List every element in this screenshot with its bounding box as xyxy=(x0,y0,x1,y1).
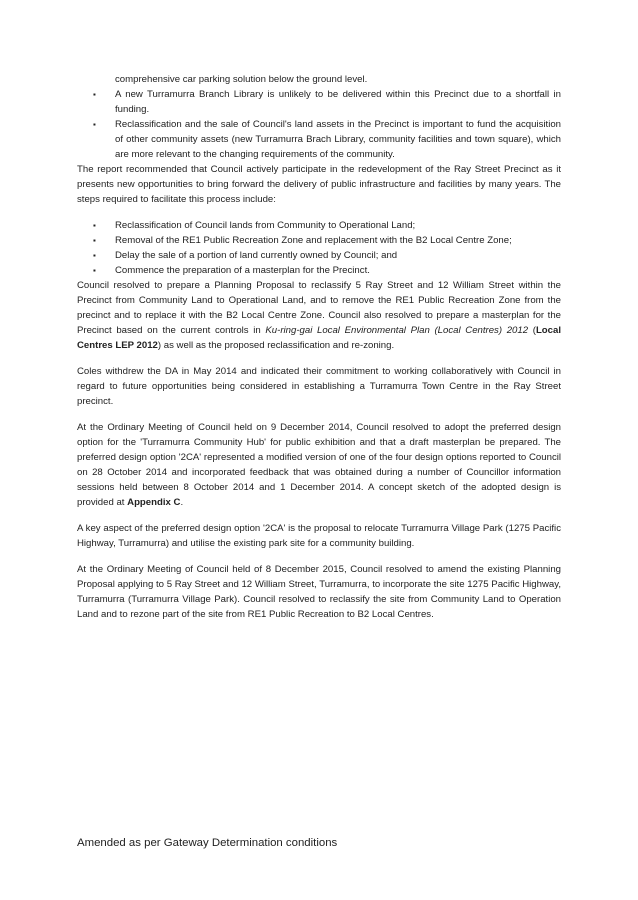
intro-continuation: comprehensive car parking solution below the ground level. xyxy=(115,74,368,85)
paragraph-resolved-part2: ( xyxy=(528,325,536,336)
lep-title-italic: Ku-ring-gai Local Environmental Plan (Local Centres) 2012 xyxy=(265,325,529,336)
list-item xyxy=(77,233,561,248)
list-item-text: Commence the preparation of a masterplan for the Precinct. xyxy=(115,265,370,276)
paragraph-resolved-part3: ) as well as the proposed reclassification and re-zoning. xyxy=(157,340,395,351)
bullet-list-steps xyxy=(77,218,561,278)
list-item-text: Delay the sale of a portion of land currently owned by Council; and xyxy=(115,250,398,261)
appendix-reference: Appendix C xyxy=(127,497,181,508)
list-item-text: Reclassification and the sale of Council's land assets in the Precinct is important to fund the acquisition of other community assets (new Turramurra Brach Library, community facilities and town square), which are more relevant to the changing requirements of the community. xyxy=(115,119,561,160)
list-item-text: Removal of the RE1 Public Recreation Zone and replacement with the B2 Local Centre Zone; xyxy=(115,235,512,246)
paragraph-coles: Coles withdrew the DA in May 2014 and indicated their commitment to working collaboratively with Council in regard to future opportunities being considered in establishing a Turramurra Town Centre in the Ray Street precinct. xyxy=(77,366,561,407)
list-item xyxy=(77,117,561,162)
paragraph-meeting-2015: At the Ordinary Meeting of Council held of 8 December 2015, Council resolved to amend the existing Planning Proposal applying to 5 Ray Street and 12 William Street, Turramurra, to incorporate the site 1275 Pacific Highway, Turramurra (Turramurra Village Park). Council resolved to reclassify the site from Community Land to Operation Land and to rezone part of the site from RE1 Public Recreation to B2 Local Centres. xyxy=(77,564,561,620)
page-footer: Amended as per Gateway Determination conditions xyxy=(77,837,338,849)
paragraph-resolved-part1: Council resolved to prepare a Planning Proposal to reclassify 5 Ray Street and 12 William Street within the Precinct from Community Land to Operational Land, and to remove the RE1 Public Recreation Zone from the precinct and to replace it with the B2 Local Centre Zone. Council also resolved to prepare a masterplan for the Precinct based on the current controls in xyxy=(77,280,561,336)
bullet-icon: ▪ xyxy=(93,266,96,275)
bullet-icon: ▪ xyxy=(93,90,96,99)
list-item xyxy=(77,87,561,117)
paragraph-key-aspect: A key aspect of the preferred design option '2CA' is the proposal to relocate Turramurra Village Park (1275 Pacific Highway, Turramurra) and utilise the existing park site for a community building. xyxy=(77,523,561,549)
document-body xyxy=(77,72,561,633)
bullet-list-top xyxy=(77,87,561,162)
bullet-icon: ▪ xyxy=(93,120,96,129)
paragraph-meeting-2014 xyxy=(77,420,561,510)
paragraph-report: The report recommended that Council actively participate in the redevelopment of the Ray Street Precinct as it presents new opportunities to bring forward the delivery of public infrastructure and facilities by many years. The steps required to facilitate this process include: xyxy=(77,164,561,205)
list-item-text: A new Turramurra Branch Library is unlikely to be delivered within this Precinct due to a shortfall in funding. xyxy=(115,89,561,115)
paragraph-meeting-2014-end: . xyxy=(180,497,184,508)
list-item xyxy=(77,218,561,233)
bullet-icon: ▪ xyxy=(93,221,96,230)
bullet-icon: ▪ xyxy=(93,236,96,245)
lep-short-name: Local Centres LEP 2012 xyxy=(77,325,561,351)
list-item xyxy=(77,263,561,278)
bullet-icon: ▪ xyxy=(93,251,96,260)
paragraph-resolved xyxy=(77,278,561,353)
list-item xyxy=(77,248,561,263)
list-item-text: Reclassification of Council lands from Community to Operational Land; xyxy=(115,220,416,231)
paragraph-meeting-2014-text: At the Ordinary Meeting of Council held on 9 December 2014, Council resolved to adopt the preferred design option for the 'Turramurra Community Hub' for public exhibition and that a draft masterplan be prepared. The preferred design option '2CA' represented a modified version of one of the four design options reported to Council on 28 October 2014 and incorporated feedback that was obtained during a number of Councillor information sessions held between 8 October 2014 and 1 December 2014. A concept sketch of the adopted design is provided at xyxy=(77,422,561,508)
